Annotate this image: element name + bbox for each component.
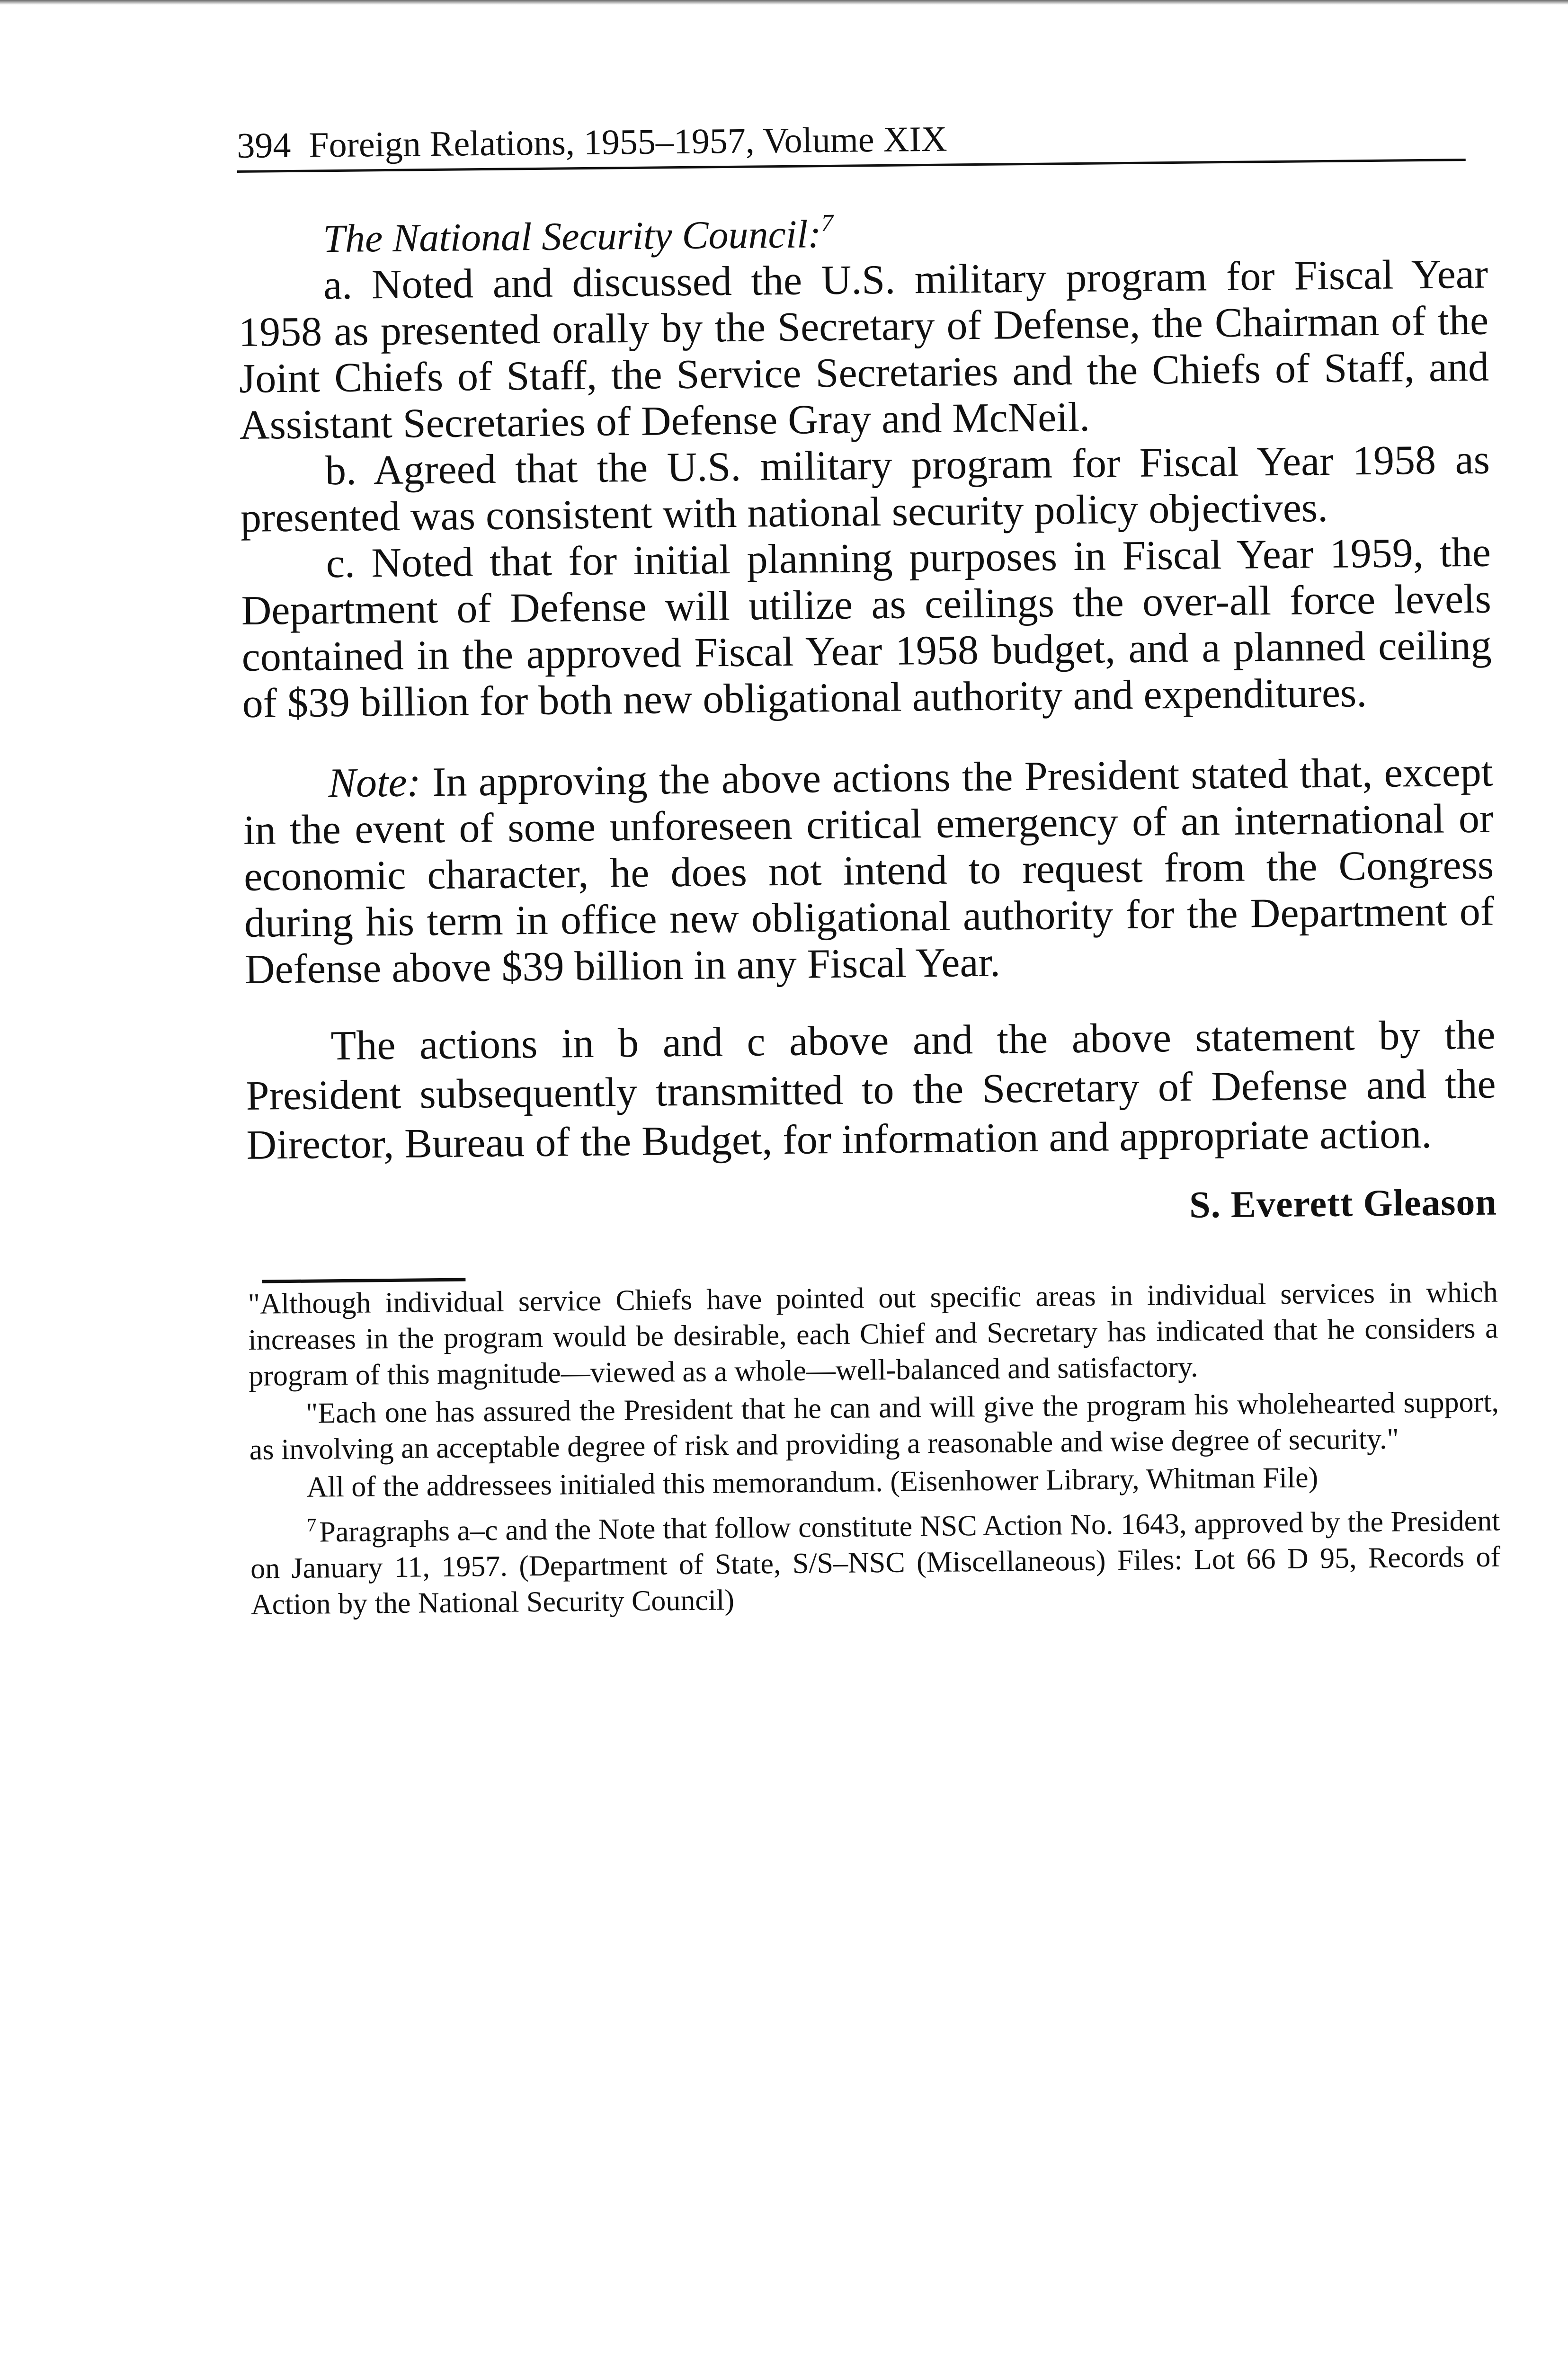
- footnote-divider: [262, 1278, 465, 1283]
- action-item-b: b. Agreed that the U.S. military program for Fiscal Year 1958 as presented was consistent with national security policy objectives.: [240, 436, 1490, 541]
- section-heading-text: The National Security Council:: [322, 212, 821, 261]
- action-item-a: a. Noted and discussed the U.S. military program for Fiscal Year 1958 as presented orally by the Secretary of Defense, the Chairman of the Joint Chiefs of Staff, the Service Secretaries and the Chiefs of Staff, and Assistant Secretaries of Defense Gray and McNeil.: [238, 251, 1489, 448]
- transmittal-paragraph: The actions in b and c above and the above statement by the President subsequently transmitted to the Secretary of Defense and the Director, Bureau of the Budget, for information and appropriate action.: [246, 1012, 1496, 1168]
- main-text: [238, 194, 1497, 1237]
- footnotes: [248, 1274, 1501, 1623]
- president-note: [243, 749, 1495, 993]
- running-title: Foreign Relations, 1955–1957, Volume XIX: [308, 119, 947, 165]
- footnote-7-text: Paragraphs a–c and the Note that follow constitute NSC Action No. 1643, approved by the President on January 11, 1957. (Department of State, S/S–NSC (Miscellaneous) Files: Lot 66 D 95, Records of Action by the National Security Council): [250, 1504, 1501, 1621]
- footnote-continued-quote-2: "Each one has assured the President that he can and will give the program his wholehearted support, as involving an acceptable degree of risk and providing a reasonable and wise degree of security.": [249, 1386, 1499, 1466]
- footnote-7: [250, 1496, 1501, 1623]
- footnote-continued-source: All of the addressees initialed this memorandum. (Eisenhower Library, Whitman File): [306, 1461, 1319, 1504]
- page-number: 394: [236, 125, 291, 166]
- running-head: [237, 116, 1466, 173]
- note-text: In approving the above actions the President stated that, except in the event of some unforeseen critical emergency of an international or economic character, he does not intend to request from the Congress during his term in office new obligational authority for the Department of Defense above $39 billion in any Fiscal Year.: [243, 749, 1495, 993]
- footnote-ref-7[interactable]: 7: [820, 209, 834, 237]
- scan-edge: [0, 0, 1568, 5]
- action-item-c: c. Noted that for initial planning purposes in Fiscal Year 1959, the Department of Defense will utilize as ceilings the over-all force levels contained in the approved Fiscal Year 1958 budget, and a planned ceiling of $39 billion for both new obligational authority and expenditures.: [241, 529, 1492, 727]
- document-page: [237, 116, 1501, 1623]
- note-label: Note:: [328, 759, 421, 807]
- footnote-continued-quote-1: "Although individual service Chiefs have pointed out specific areas in individual services in which increases in the program would be desirable, each Chief and Secretary has indicated that he considers a program of this magnitude—viewed as a whole—well-balanced and satisfactory.: [248, 1276, 1498, 1392]
- signature: S. Everett Gleason: [1189, 1181, 1497, 1226]
- footnote-7-marker: 7: [307, 1514, 317, 1536]
